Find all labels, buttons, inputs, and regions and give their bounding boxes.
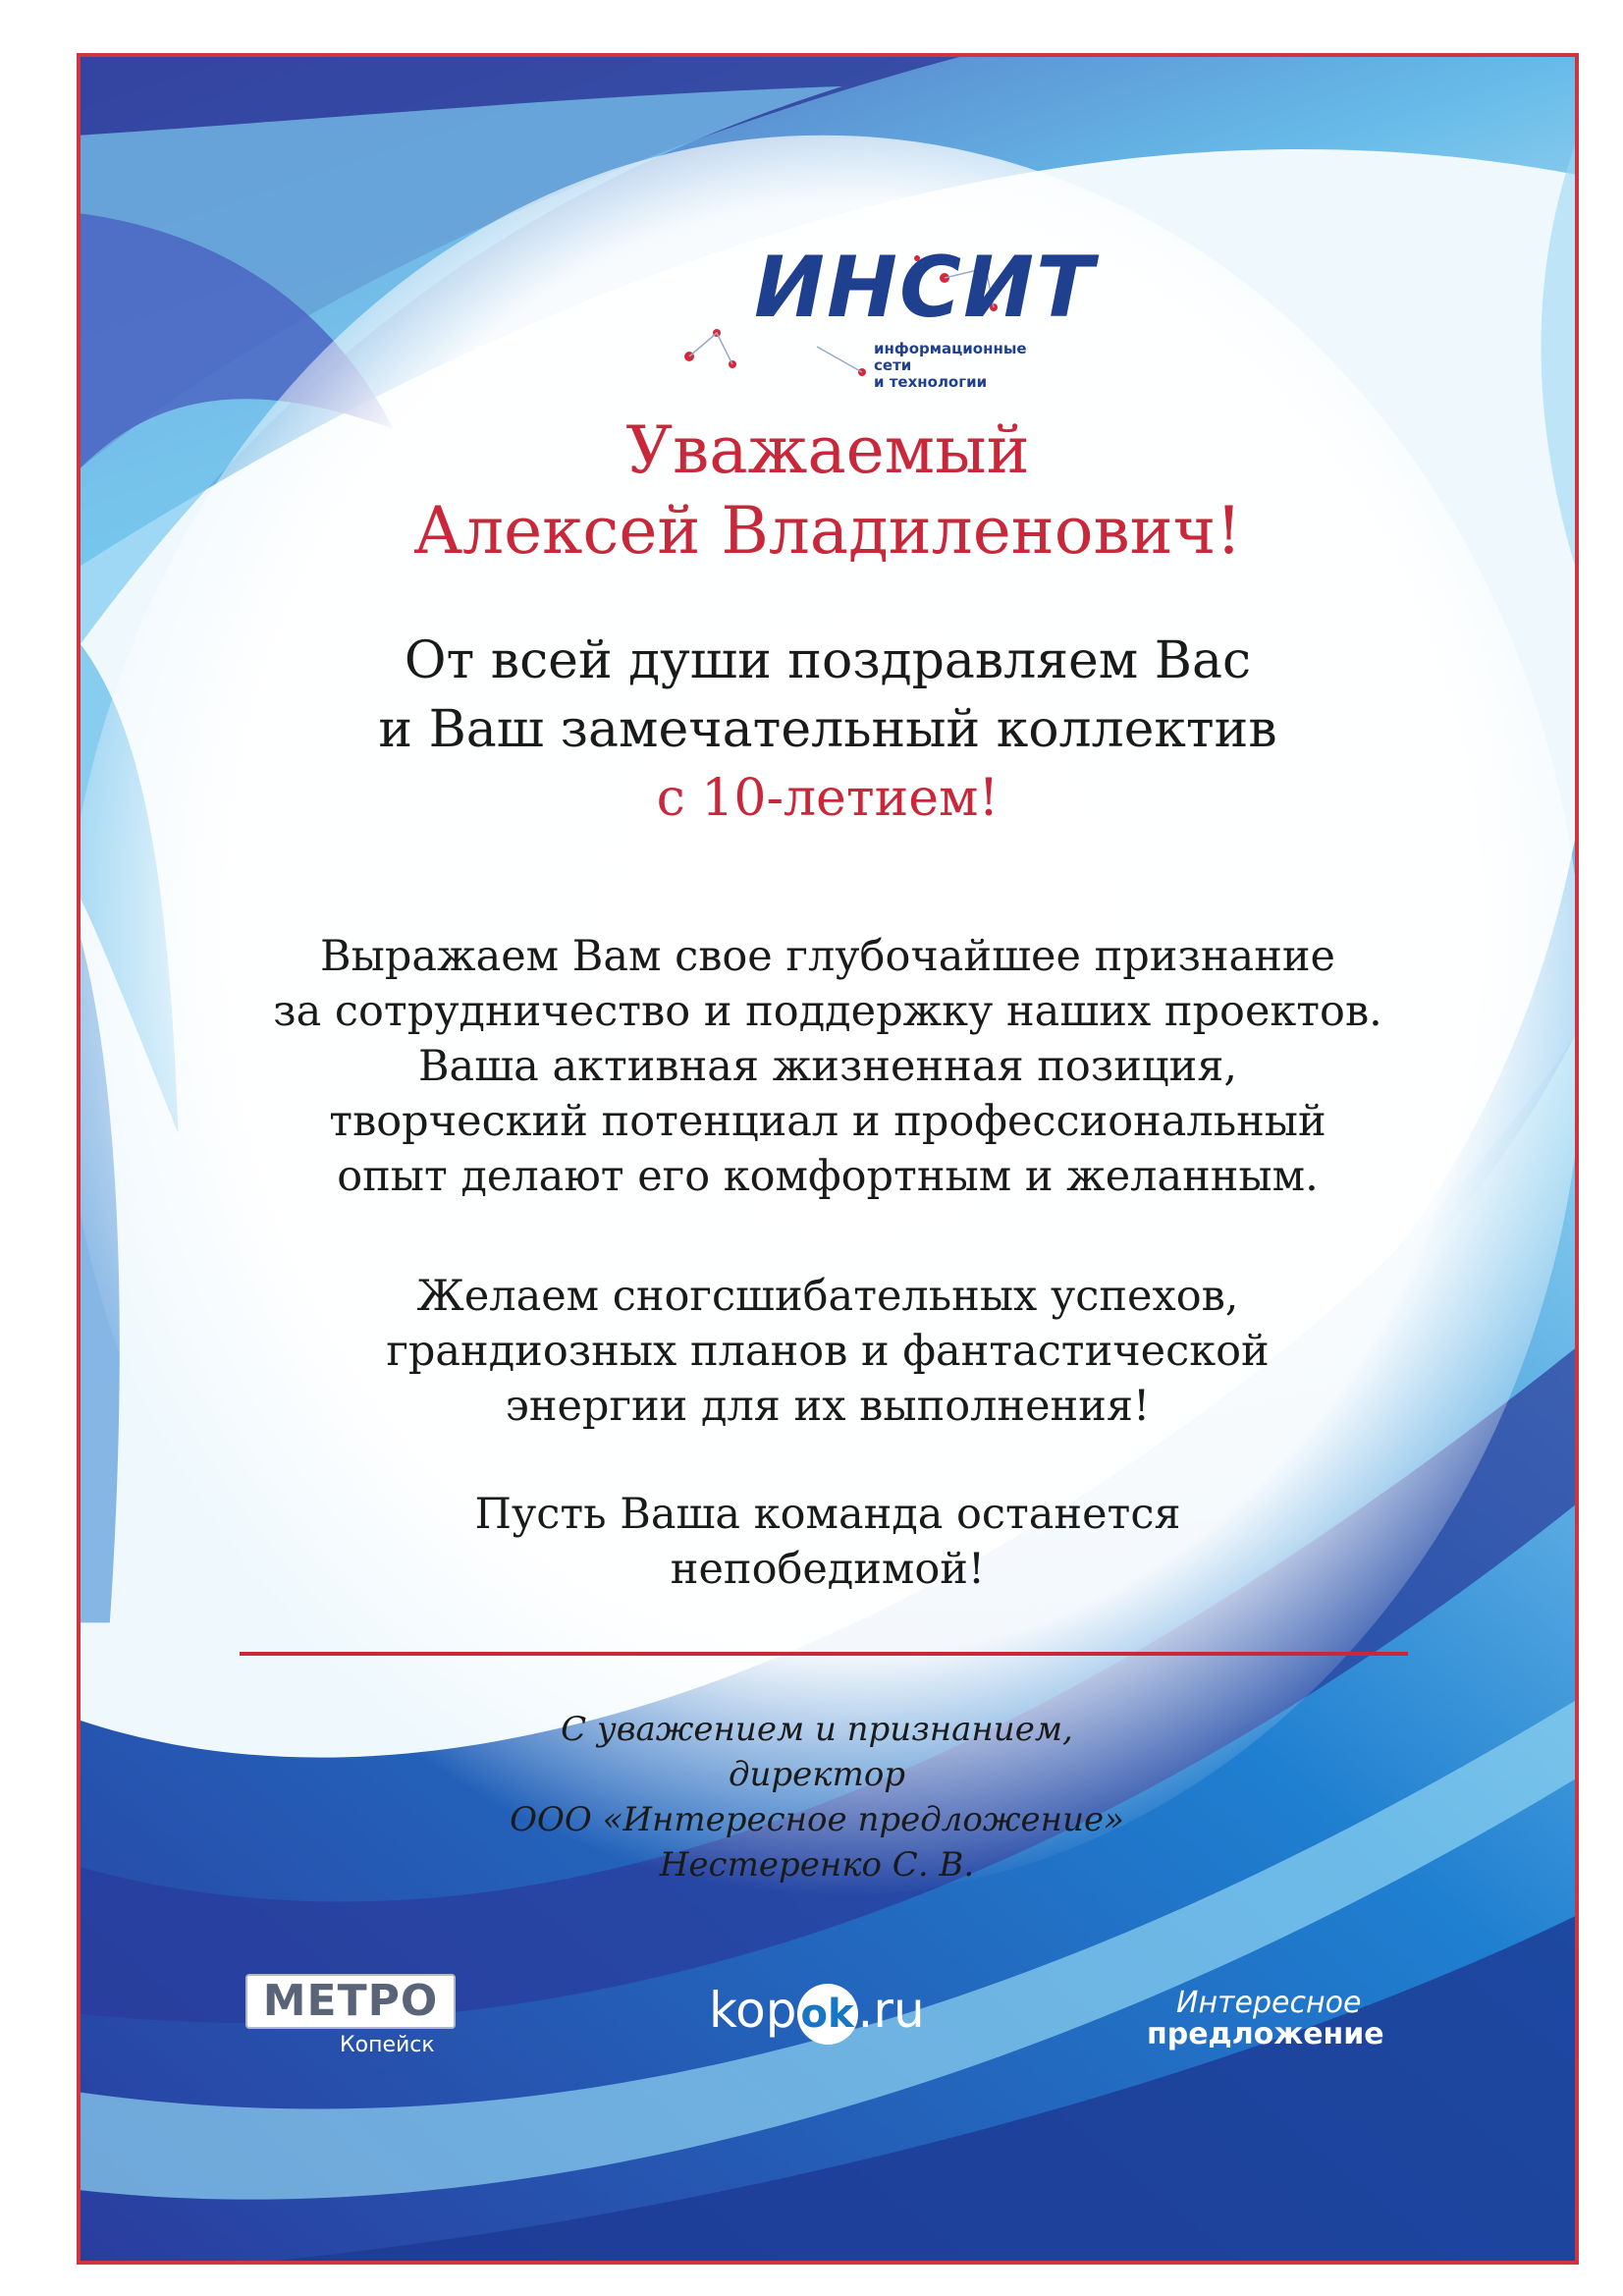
korok-logo [709, 1982, 945, 2050]
certificate-frame [77, 53, 1579, 2265]
paragraph-team [81, 1487, 1575, 1597]
paragraph-line: грандиозных планов и фантастической [386, 1327, 1270, 1376]
ip-logo-top: Интересное [1176, 1986, 1362, 2020]
divider-line [240, 1652, 1408, 1656]
paragraph-line: опыт делают его комфортным и желанным. [337, 1152, 1319, 1201]
interesnoe-predlozhenie-logo [1147, 1988, 1402, 2066]
logo-wordmark: ИНСИТ [754, 239, 1096, 337]
headline-line: От всей души поздравляем Вас [404, 631, 1252, 690]
logo-subtitle: информационные сети и технологии [874, 340, 1027, 391]
greeting-title [81, 410, 1575, 572]
greeting-line: Уважаемый [625, 412, 1030, 488]
signature-line: Нестеренко С. В. [659, 1845, 975, 1885]
paragraph-line: творческий потенциал и профессиональный [329, 1097, 1326, 1146]
paragraph-gratitude [81, 929, 1575, 1204]
paragraph-line: Выражаем Вам свое глубочайшее признание [320, 932, 1335, 981]
metro-logo [245, 1974, 461, 2062]
korok-prefix: kop [709, 1982, 797, 2039]
signature-block [375, 1707, 1259, 1887]
paragraph-line: Желаем сногсшибательных успехов, [416, 1272, 1239, 1321]
metro-wordmark: МЕТРО [245, 1974, 456, 2029]
metro-city: Копейск [340, 2033, 435, 2057]
paragraph-wishes [81, 1269, 1575, 1434]
paragraph-line: энергии для их выполнения! [505, 1382, 1151, 1431]
paragraph-line: за сотрудничество и поддержку наших проектов. [273, 987, 1382, 1036]
paragraph-line: Пусть Ваша команда останется [474, 1490, 1181, 1539]
signature-line: директор [728, 1755, 906, 1794]
paragraph-line: непобедимой! [670, 1545, 986, 1594]
korok-ok-badge: ok [797, 1984, 858, 2045]
ip-logo-bottom: предложение [1147, 2017, 1384, 2051]
korok-suffix: .ru [857, 1982, 925, 2039]
greeting-line: Алексей Владиленович! [413, 493, 1242, 569]
insit-logo [670, 239, 1096, 391]
signature-line: С уважением и признанием, [561, 1710, 1073, 1749]
paragraph-line: Ваша активная жизненная позиция, [417, 1042, 1238, 1091]
headline-line: и Ваш замечательный коллектив [378, 700, 1277, 759]
headline [81, 627, 1575, 833]
signature-line: ООО «Интересное предложение» [510, 1800, 1124, 1839]
headline-anniversary: с 10-летием! [656, 769, 1000, 828]
